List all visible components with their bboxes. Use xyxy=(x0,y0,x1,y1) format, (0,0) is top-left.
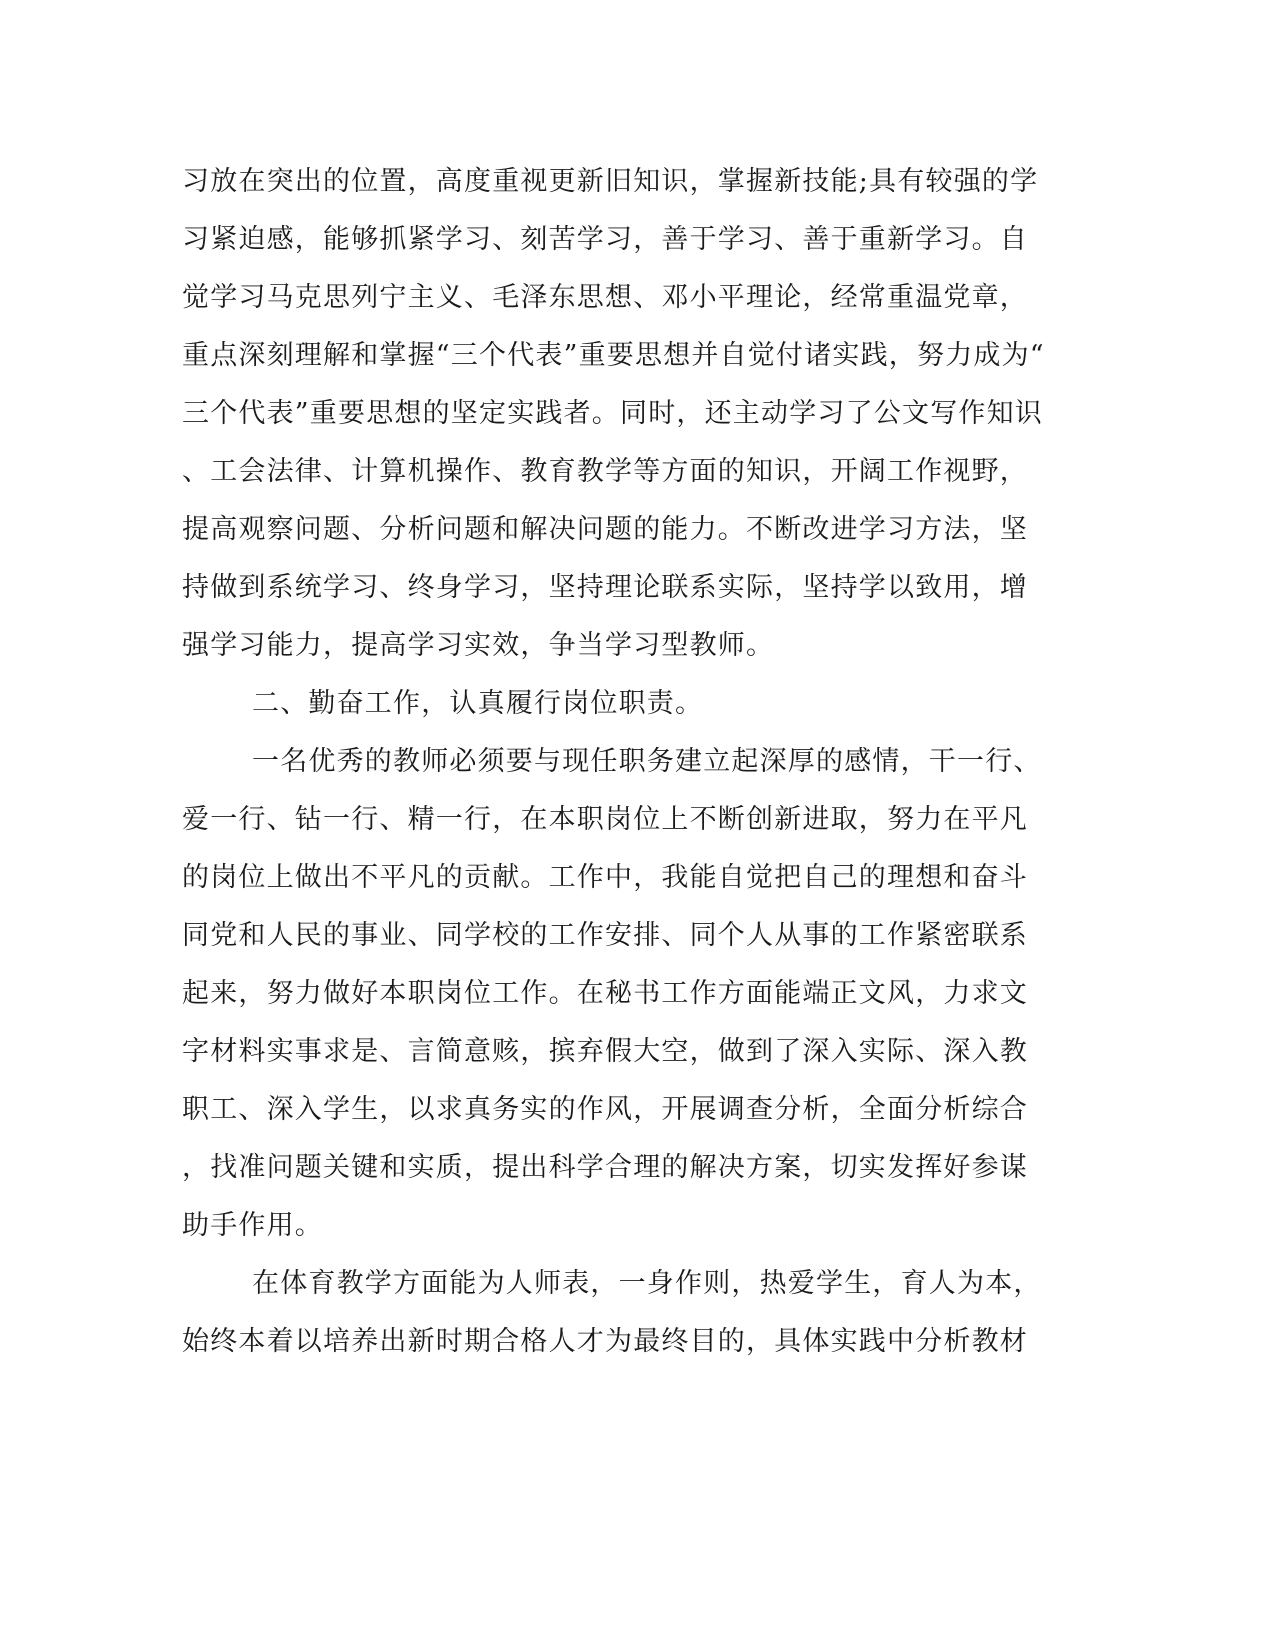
text-line: 习放在突出的位置，高度重视更新旧知识，掌握新技能;具有较强的学 xyxy=(182,166,1039,197)
text-line: 同党和人民的事业、同学校的工作安排、同个人从事的工作紧密联系 xyxy=(182,920,1028,951)
text-line: 的岗位上做出不平凡的贡献。工作中，我能自觉把自己的理想和奋斗 xyxy=(182,862,1028,893)
text-line: 、工会法律、计算机操作、教育教学等方面的知识，开阔工作视野， xyxy=(182,456,1028,487)
text-line: 爱一行、钻一行、精一行，在本职岗位上不断创新进取，努力在平凡 xyxy=(182,804,1028,835)
text-line: 持做到系统学习、终身学习，坚持理论联系实际，坚持学以致用，增 xyxy=(182,572,1028,603)
section-heading: 二、勤奋工作，认真履行岗位职责。 xyxy=(252,688,704,719)
text-line: ，找准问题关键和实质，提出科学合理的解决方案，切实发挥好参谋 xyxy=(182,1152,1028,1183)
text-line: 强学习能力，提高学习实效，争当学习型教师。 xyxy=(182,630,775,661)
text-line: 觉学习马克思列宁主义、毛泽东思想、邓小平理论，经常重温党章， xyxy=(182,282,1028,313)
text-line: 习紧迫感，能够抓紧学习、刻苦学习，善于学习、善于重新学习。自 xyxy=(182,224,1028,255)
text-line: 重点深刻理解和掌握“三个代表”重要思想并自觉付诸实践，努力成为“ xyxy=(182,340,1045,371)
text-line: 三个代表”重要思想的坚定实践者。同时，还主动学习了公文写作知识 xyxy=(182,398,1044,429)
text-line: 职工、深入学生，以求真务实的作风，开展调查分析，全面分析综合 xyxy=(182,1094,1028,1125)
text-line: 字材料实事求是、言简意赅，摈弃假大空，做到了深入实际、深入教 xyxy=(182,1036,1028,1067)
text-line: 起来，努力做好本职岗位工作。在秘书工作方面能端正文风，力求文 xyxy=(182,978,1028,1009)
text-line: 在体育教学方面能为人师表，一身作则，热爱学生，育人为本， xyxy=(252,1268,1042,1299)
text-line: 助手作用。 xyxy=(182,1210,323,1241)
text-line: 始终本着以培养出新时期合格人才为最终目的，具体实践中分析教材 xyxy=(182,1326,1028,1357)
text-line: 一名优秀的教师必须要与现任职务建立起深厚的感情，干一行、 xyxy=(252,746,1042,777)
text-line: 提高观察问题、分析问题和解决问题的能力。不断改进学习方法，坚 xyxy=(182,514,1028,545)
